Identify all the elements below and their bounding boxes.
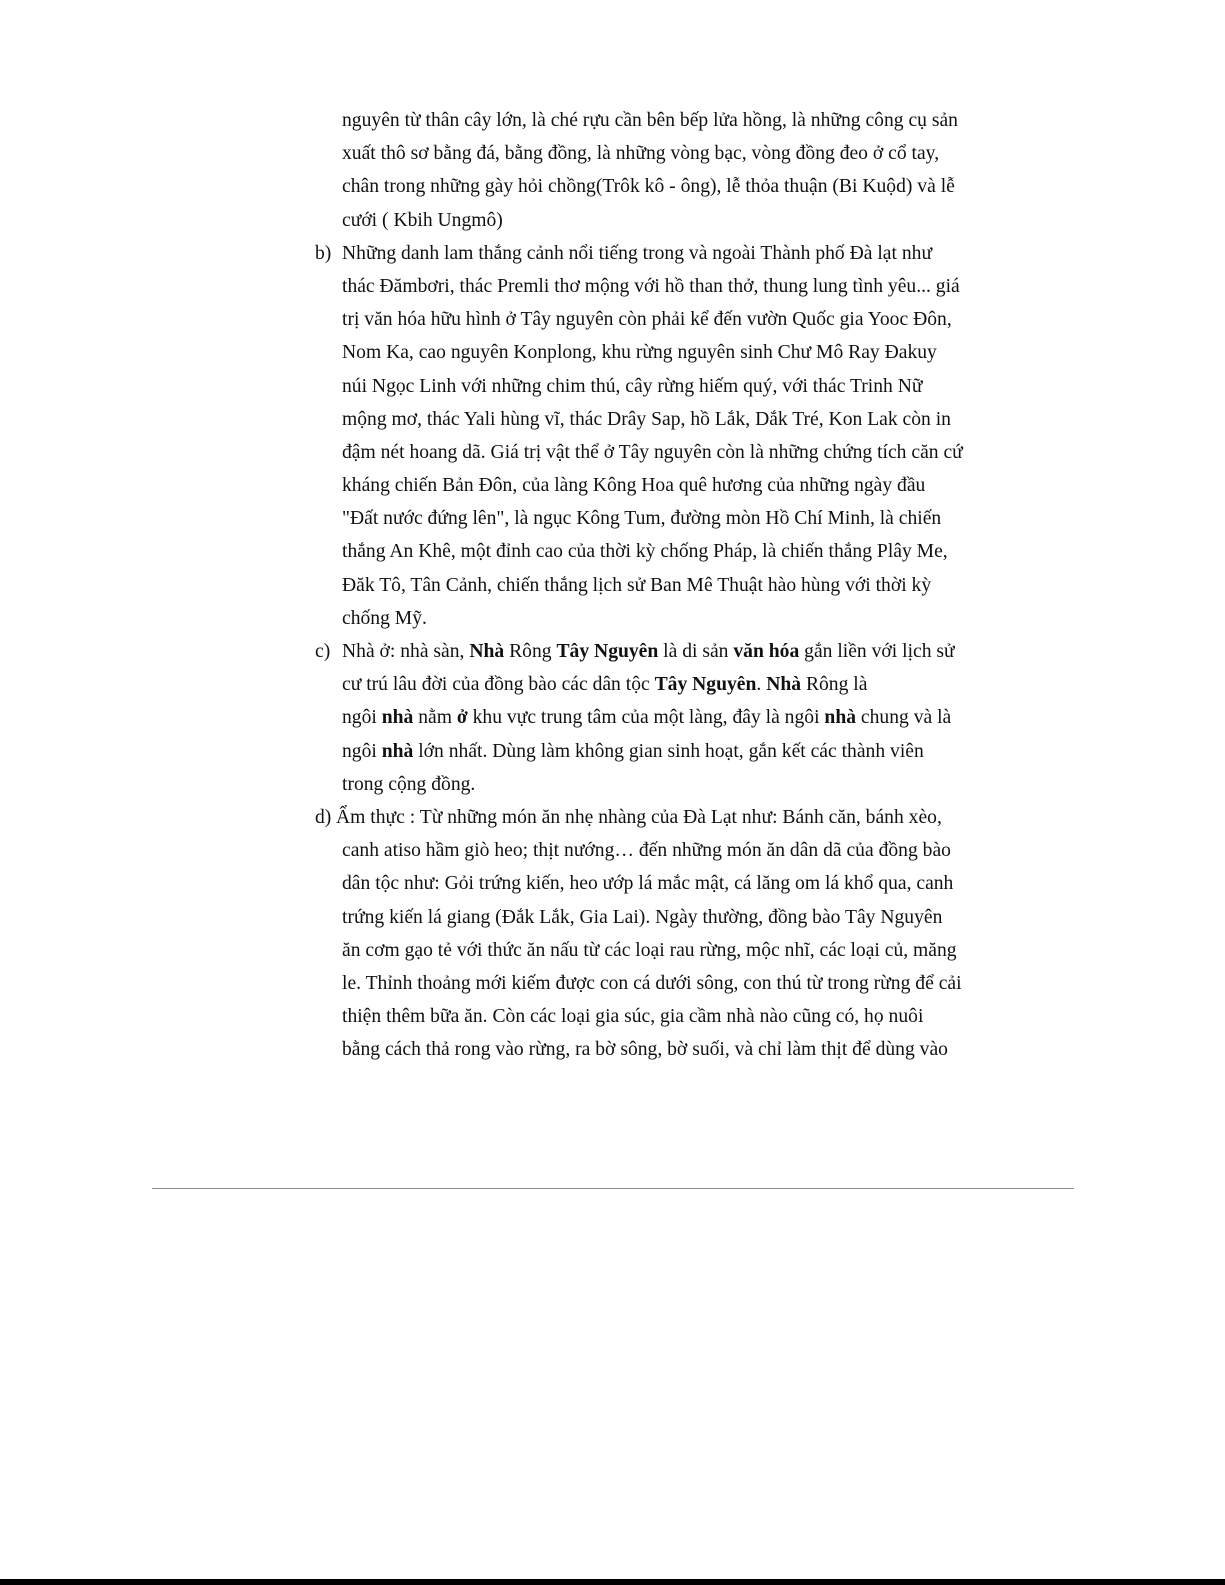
- list-item-c-line: trong cộng đồng.: [342, 773, 476, 795]
- list-item-d-line: le. Thỉnh thoảng mới kiếm được con cá dưới sông, con thú từ trong rừng để cải: [342, 972, 962, 994]
- list-item-b-line: "Đất nước đứng lên", là ngục Kông Tum, đường mòn Hồ Chí Minh, là chiến: [342, 508, 942, 530]
- list-item-c-line: [315, 735, 965, 768]
- list-item-d-first-line: [315, 801, 965, 834]
- continuation-line: nguyên từ thân cây lớn, là ché rựu cần bên bếp lửa hồng, là những công cụ sản: [342, 110, 958, 131]
- bold-run: văn hóa: [733, 641, 800, 662]
- text-run: chung và là: [856, 707, 952, 729]
- text-run: là di sản: [658, 641, 734, 662]
- list-item-b-line: kháng chiến Bản Đôn, của làng Kông Hoa quê hương của những ngày đầu: [342, 475, 926, 497]
- continuation-line: chân trong những gày hỏi chồng(Trôk kô - ông), lễ thỏa thuận (Bi Kuộd) và lễ: [342, 176, 955, 198]
- list-item-c-line: [315, 668, 965, 701]
- text-run: Nhà ở: nhà sàn,: [342, 641, 470, 662]
- continuation-line: cưới ( Kbih Ungmô): [342, 209, 503, 231]
- list-item-d-line: thiện thêm bữa ăn. Còn các loại gia súc, gia cầm nhà nào cũng có, họ nuôi: [342, 1006, 924, 1028]
- list-item-d-line: dân tộc như: Gỏi trứng kiến, heo ướp lá mắc mật, cá lăng om lá khổ qua, canh: [342, 873, 954, 895]
- list-item-b-line: trị văn hóa hữu hình ở Tây nguyên còn phải kể đến vườn Quốc gia Yooc Đôn,: [342, 309, 952, 331]
- bold-run: Tây Nguyên: [654, 674, 757, 696]
- list-item-d-line: bằng cách thả rong vào rừng, ra bờ sông, bờ suối, và chỉ làm thịt để dùng vào: [342, 1039, 948, 1061]
- list-item-d-line: trứng kiến lá giang (Đắk Lắk, Gia Lai). Ngày thường, đồng bào Tây Nguyên: [342, 906, 943, 928]
- list-item-c-first-line: [315, 635, 965, 668]
- text-run: khu vực trung tâm của một làng, đây là ngôi: [467, 707, 825, 729]
- bold-run: nhà: [381, 740, 414, 762]
- page-break-divider: [152, 1188, 1074, 1189]
- bold-run: Nhà: [469, 641, 505, 662]
- text-run: nằm: [413, 707, 457, 729]
- bold-run: Tây Nguyên: [556, 641, 659, 662]
- bold-run: nhà: [824, 707, 857, 729]
- list-item-b-line: mộng mơ, thác Yali hùng vĩ, thác Drây Sap, hồ Lắk, Dắk Tré, Kon Lak còn in: [342, 408, 951, 430]
- list-item-c-line: [315, 701, 965, 734]
- list-item-b-line: Nom Ka, cao nguyên Konplong, khu rừng nguyên sinh Chư Mô Ray Đakuy: [342, 342, 937, 364]
- list-item-b-line: núi Ngọc Linh với những chim thú, cây rừng hiếm quý, với thác Trinh Nữ: [342, 375, 923, 397]
- list-item-b-line: Đăk Tô, Tân Cảnh, chiến thắng lịch sử Ban Mê Thuật hào hùng với thời kỳ: [342, 574, 932, 596]
- list-marker-d: d): [315, 806, 332, 828]
- text-run: gắn liền với lịch sử: [799, 641, 955, 662]
- list-item-b-line: đậm nét hoang dã. Giá trị vật thể ở Tây nguyên còn là những chứng tích căn cứ: [342, 441, 963, 463]
- list-item-b-line: thác Đămbơri, thác Premli thơ mộng với hồ than thở, thung lung tình yêu... giá: [342, 275, 960, 297]
- text-run: ngôi: [342, 740, 382, 762]
- text-run: cư trú lâu đời của đồng bào các dân tộc: [342, 674, 655, 696]
- bold-run: Nhà: [766, 674, 802, 696]
- list-item-b-line: thắng An Khê, một đỉnh cao của thời kỳ chống Pháp, là chiến thắng Plây Me,: [342, 541, 948, 563]
- text-run: Rông: [504, 641, 557, 662]
- list-item-d-text: Ẩm thực : Từ những món ăn nhẹ nhàng của Đà Lạt như: Bánh căn, bánh xèo,: [336, 806, 942, 828]
- text-run: ngôi: [342, 707, 382, 729]
- list-item-d-line: ăn cơm gạo tẻ với thức ăn nấu từ các loại rau rừng, mộc nhĩ, các loại củ, măng: [342, 939, 957, 961]
- bold-run: nhà: [381, 707, 414, 729]
- list-item-d-line: canh atiso hầm giò heo; thịt nướng… đến những món ăn dân dã của đồng bào: [342, 840, 951, 862]
- body-text: [315, 104, 965, 1066]
- list-marker-b: b): [315, 242, 332, 264]
- list-item-b-line: chống Mỹ.: [342, 607, 427, 629]
- bold-run: ở: [456, 707, 468, 729]
- bottom-edge-strip: [0, 1579, 1225, 1585]
- list-marker-c: c): [315, 641, 331, 662]
- list-item-b-text: Những danh lam thắng cảnh nổi tiếng trong và ngoài Thành phố Đà lạt như: [342, 242, 933, 264]
- text-run: lớn nhất. Dùng làm không gian sinh hoạt, gắn kết các thành viên: [413, 740, 924, 762]
- text-run: .: [756, 674, 767, 696]
- continuation-line: xuất thô sơ bằng đá, bằng đồng, là những vòng bạc, vòng đồng đeo ở cổ tay,: [342, 143, 940, 165]
- list-item-b-first-line: [315, 237, 965, 270]
- text-run: Rông là: [801, 674, 868, 696]
